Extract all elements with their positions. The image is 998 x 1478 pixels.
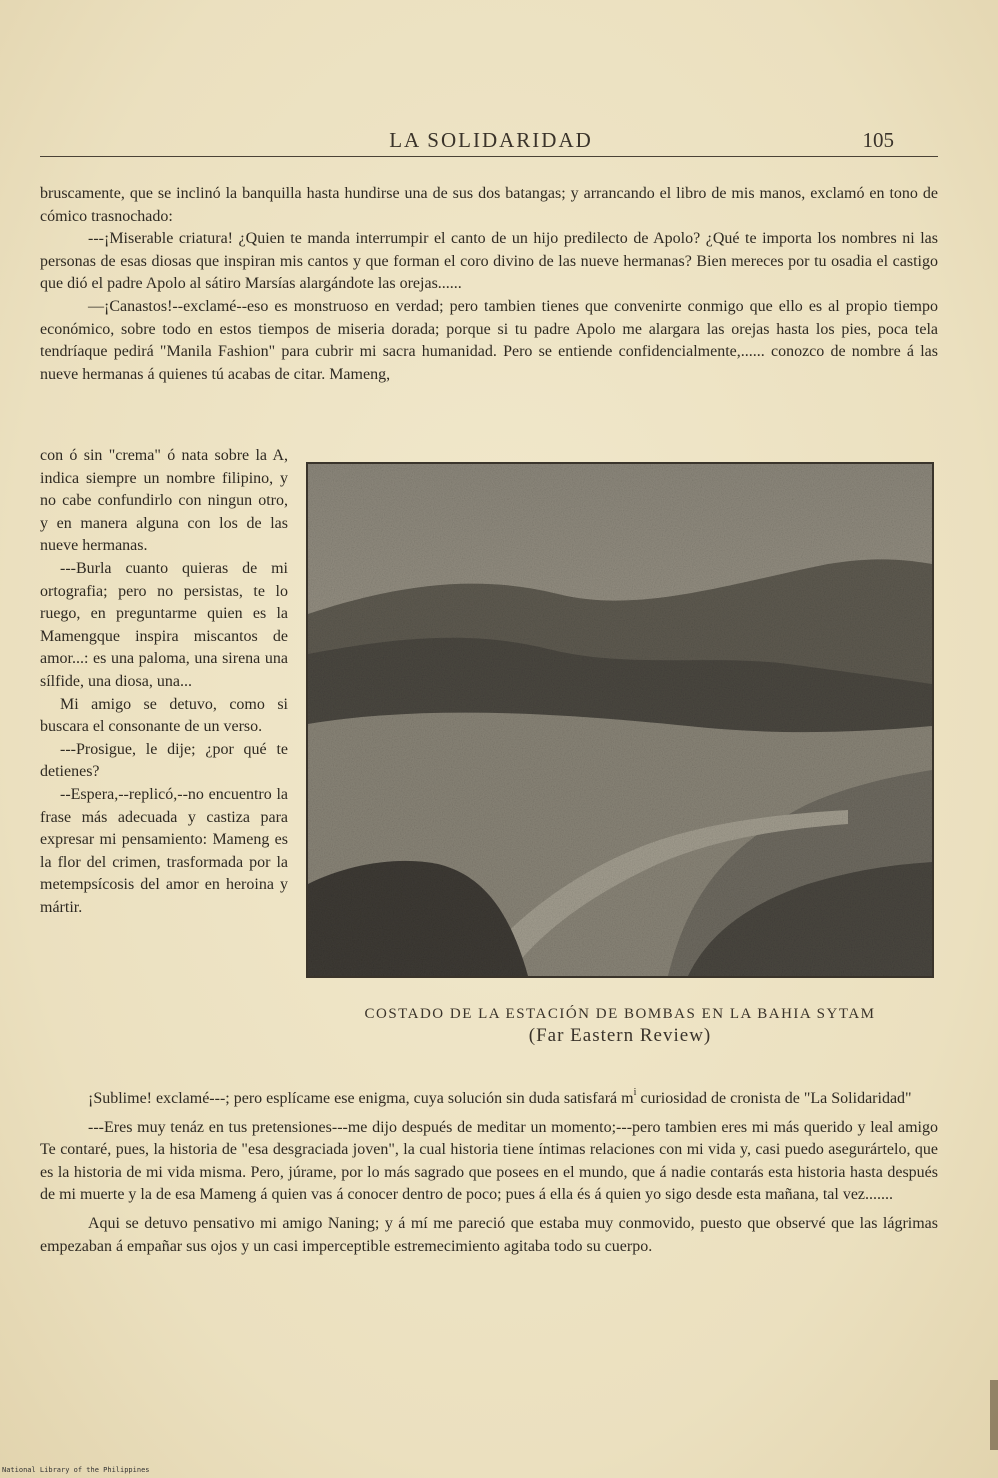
page-number: 105 xyxy=(862,128,894,152)
left-column-text xyxy=(40,445,288,919)
landscape-photograph xyxy=(306,462,934,978)
header-divider xyxy=(40,156,938,157)
library-credit: National Library of the Philippines xyxy=(2,1466,150,1474)
paragraph: ---Burla cuanto quieras de mi ortografia; pero no persistas, te lo ruego, en preguntarme quien es la Mamengque inspira miscantos de amor...: es una paloma, una sirena una sílfide, una diosa, una... xyxy=(40,559,288,690)
publication-title: LA SOLIDARIDAD xyxy=(389,128,593,152)
paragraph: ---Prosigue, le dije; ¿por qué te detienes? xyxy=(40,740,288,781)
superscript: i xyxy=(633,1087,637,1098)
caption-title: COSTADO DE LA ESTACIÓN DE BOMBAS EN LA BAHIA SYTAM xyxy=(364,1006,876,1022)
paragraph: —¡Canastos!--exclamé--eso es monstruoso en verdad; pero tambien tienes que convenirte conmigo que ello es al propio tiempo económico, sobre todo en estos tiempos de miseria dorada; porque si tu padre Apolo me alargara las orejas hasta los pies, poca tela tendríaque pedirá "Manila Fashion" para cubrir mi sacra humanidad. Pero se entiende confidencialmente,...... conozco de nombre á las nueve hermanas á quienes tú acabas de citar. Mameng, xyxy=(40,297,938,383)
page-header xyxy=(42,128,940,156)
paragraph xyxy=(40,1082,938,1111)
paragraph: ---¡Miserable criatura! ¿Quien te manda interrumpir el canto de un hijo predilecto de Apolo? ¿Qué te importa los nombres ni las personas de esas diosas que inspiran mis cantos y que forman el coro divino de las nueve hermanas? Bien mereces por tu osadia el castigo que dió el padre Apolo al sátiro Marsías alargándote las orejas...... xyxy=(40,230,938,293)
top-text-block xyxy=(40,183,938,386)
paragraph: --Espera,--replicó,--no encuentro la frase más adecuada y castiza para expresar mi pensamiento: Mameng es la flor del crimen, trasformada por la metempsícosis del amor en heroina y mártir. xyxy=(40,785,288,916)
paragraph: Aqui se detuvo pensativo mi amigo Naning; y á mí me pareció que estaba muy conmovido, puesto que observé que las lágrimas empezaban á empañar sus ojos y un casi imperceptible estremecimiento agitaba todo su cuerpo. xyxy=(40,1214,938,1255)
paragraph: Mi amigo se detuvo, como si buscara el consonante de un verso. xyxy=(40,695,288,736)
page-edge-stain xyxy=(990,1380,998,1450)
paragraph: con ó sin "crema" ó nata sobre la A, indica siempre un nombre filipino, y no cabe confundirlo con ningun otro, y en manera alguna con los de las nueve hermanas. xyxy=(40,447,288,555)
figure-caption xyxy=(300,1006,940,1047)
caption-source: (Far Eastern Review) xyxy=(528,1025,712,1046)
paragraph: ---Eres muy tenáz en tus pretensiones---me dijo después de meditar un momento;---pero tambien eres mi más querido y leal amigo Te contaré, pues, la historia de "esa desgraciada joven", la cual historia tiene íntimas relaciones con mi vida y, casi puedo asegurártelo, que es la historia de mi vida misma. Pero, júrame, por lo más sagrado que posees en el mundo, que á nadie contarás esta historia hasta después de mi muerte y la de esa Mameng á quien vas á conocer dentro de poco; pues á ella és á quien yo sigo desde esta mañana, tal vez....... xyxy=(40,1118,938,1204)
paragraph-text: curiosidad de cronista de "La Solidaridad" xyxy=(636,1090,912,1107)
paragraph: bruscamente, que se inclinó la banquilla hasta hundirse una de sus dos batangas; y arrancando el libro de mis manos, exclamó en tono de cómico trasnochado: xyxy=(40,185,938,225)
bottom-text-block xyxy=(40,1082,938,1258)
paragraph-text: ¡Sublime! exclamé---; pero esplícame ese enigma, cuya solución sin duda satisfará m xyxy=(88,1090,634,1107)
landscape-photo-illustration xyxy=(308,464,932,976)
